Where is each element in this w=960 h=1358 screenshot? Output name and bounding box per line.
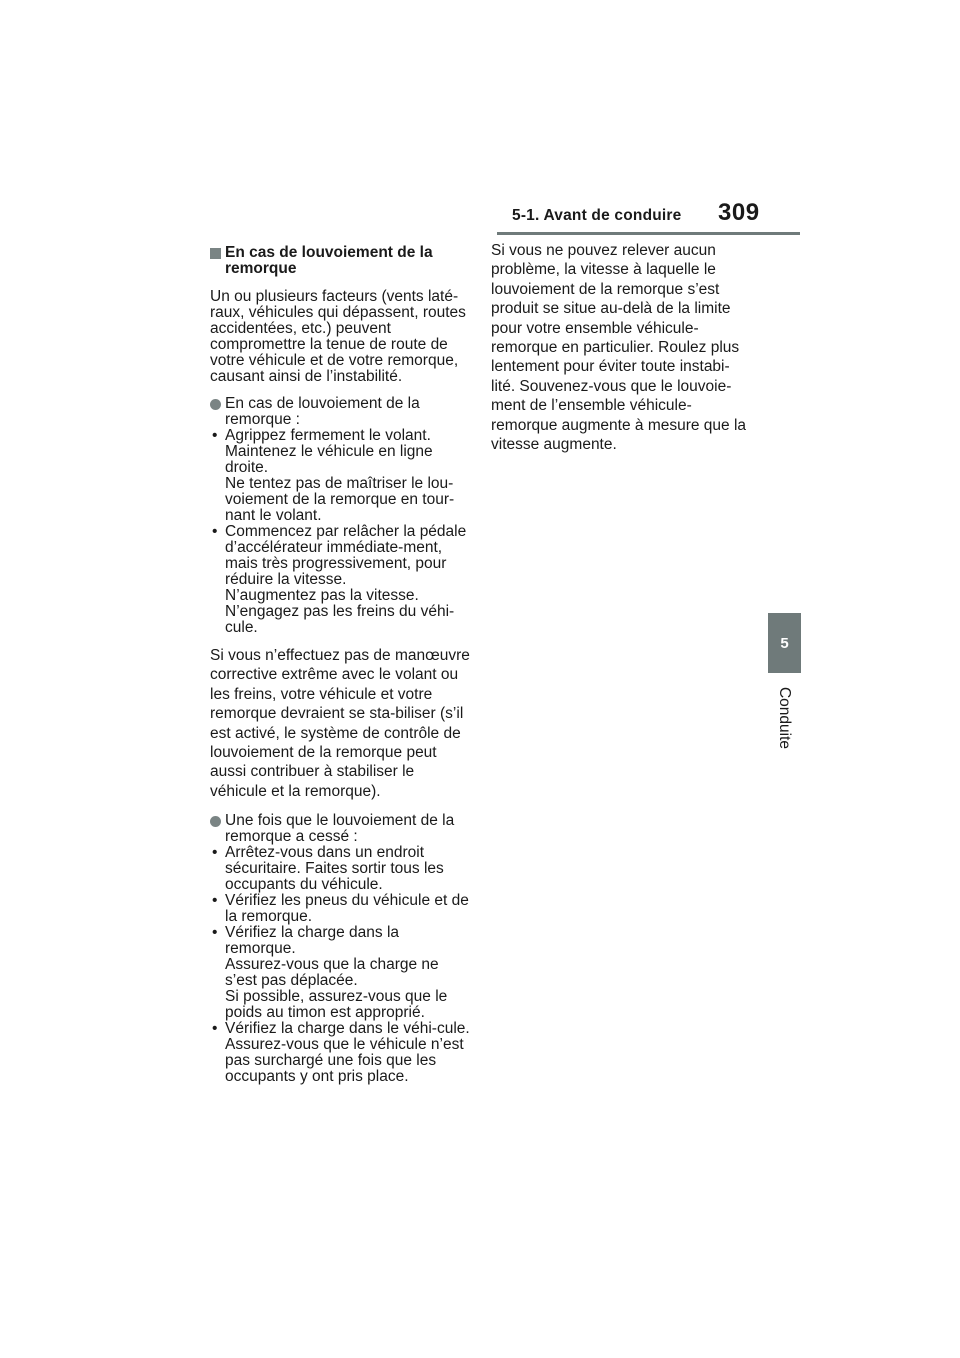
page-number: 309 <box>718 199 760 226</box>
list-item <box>210 428 472 524</box>
dash-bullet-icon: • <box>212 523 218 540</box>
dash-bullet-icon: • <box>212 427 218 444</box>
list-item-text: Vérifiez la charge dans le véhi-cule. <box>225 1020 470 1038</box>
square-bullet-icon <box>210 248 221 259</box>
left-column <box>210 245 472 1095</box>
list-item-note: Assurez-vous que le véhicule n’est pas surchargé une fois que les occupants y ont pris place. <box>225 1036 464 1086</box>
subheading <box>210 245 472 277</box>
list-item <box>210 524 472 636</box>
list-item-text: Vérifiez la charge dans la remorque. <box>225 924 400 958</box>
list-item-note: N’augmentez pas la vitesse. <box>225 587 419 604</box>
list-item-note: Si possible, assurez-vous que le poids au timon est approprié. <box>225 988 448 1022</box>
list-item <box>210 1021 472 1085</box>
bullet-heading <box>210 396 472 428</box>
list-item <box>210 925 472 1021</box>
dash-bullet-icon: • <box>212 924 218 942</box>
dash-bullet-icon: • <box>212 844 218 862</box>
list-item-note: Assurez-vous que la charge ne s’est pas déplacée. <box>225 956 439 990</box>
sub-list <box>210 845 472 1085</box>
sub-list <box>210 428 472 636</box>
circle-bullet-icon <box>210 399 221 410</box>
chapter-number: 5 <box>780 634 789 652</box>
dash-bullet-icon: • <box>212 1020 218 1038</box>
list-item-text: Arrêtez-vous dans un endroit sécuritaire. Faites sortir tous les occupants du véhicule. <box>225 844 444 894</box>
chapter-tab <box>768 613 801 673</box>
list-item-text: Agrippez fermement le volant. <box>225 427 431 444</box>
intro-paragraph: Un ou plusieurs facteurs (vents laté-raux, véhicules qui dépassent, routes accidentées, etc.) peuvent compromettre la tenue de route de votre véhicule et de votre remorque, causant ainsi de l’instabilité. <box>210 288 466 385</box>
right-paragraph: Si vous ne pouvez relever aucun problème, la vitesse à laquelle le louvoiement de la remorque s’est produit se situe au-delà de la limite pour votre ensemble véhicule-remorque en particulier. Roulez plus lentement pour éviter toute instabi-lité. Souvenez-vous que le louvoie-ment de l’ensemble véhicule-remorque augmente à mesure que la vitesse augmente. <box>491 242 747 454</box>
list-item-text: Vérifiez les pneus du véhicule et de la remorque. <box>225 892 469 926</box>
bullet-heading-text: En cas de louvoiement de la remorque : <box>225 395 420 428</box>
list-item <box>210 845 472 893</box>
subheading-text: En cas de louvoiement de la remorque <box>225 244 433 277</box>
circle-bullet-icon <box>210 816 221 827</box>
section-title: 5-1. Avant de conduire <box>512 207 682 224</box>
chapter-label: Conduite <box>776 686 793 750</box>
bullet-heading <box>210 813 472 845</box>
list-item-text: Commencez par relâcher la pédale d’accélérateur immédiate-ment, mais très progressivement, pour réduire la vitesse. <box>225 523 467 588</box>
middle-paragraph: Si vous n’effectuez pas de manœuvre corrective extrême avec le volant ou les freins, votre véhicule et votre remorque devraient se sta-biliser (s’il est activé, le système de contrôle de louvoiement de la remorque peut aussi contribuer à stabiliser le véhicule et la remorque). <box>210 647 470 800</box>
header-divider <box>497 232 800 235</box>
bullet-block-after <box>210 813 472 1085</box>
list-item-note: Ne tentez pas de maîtriser le lou-voiement de la remorque en tour-nant le volant. <box>225 475 455 524</box>
bullet-heading-text: Une fois que le louvoiement de la remorque a cessé : <box>225 812 455 846</box>
list-item-note: Maintenez le véhicule en ligne droite. <box>225 443 433 476</box>
right-column <box>491 241 753 466</box>
dash-bullet-icon: • <box>212 892 218 910</box>
bullet-block-sway <box>210 396 472 636</box>
list-item <box>210 893 472 925</box>
list-item-note: N’engagez pas les freins du véhi-cule. <box>225 603 455 636</box>
